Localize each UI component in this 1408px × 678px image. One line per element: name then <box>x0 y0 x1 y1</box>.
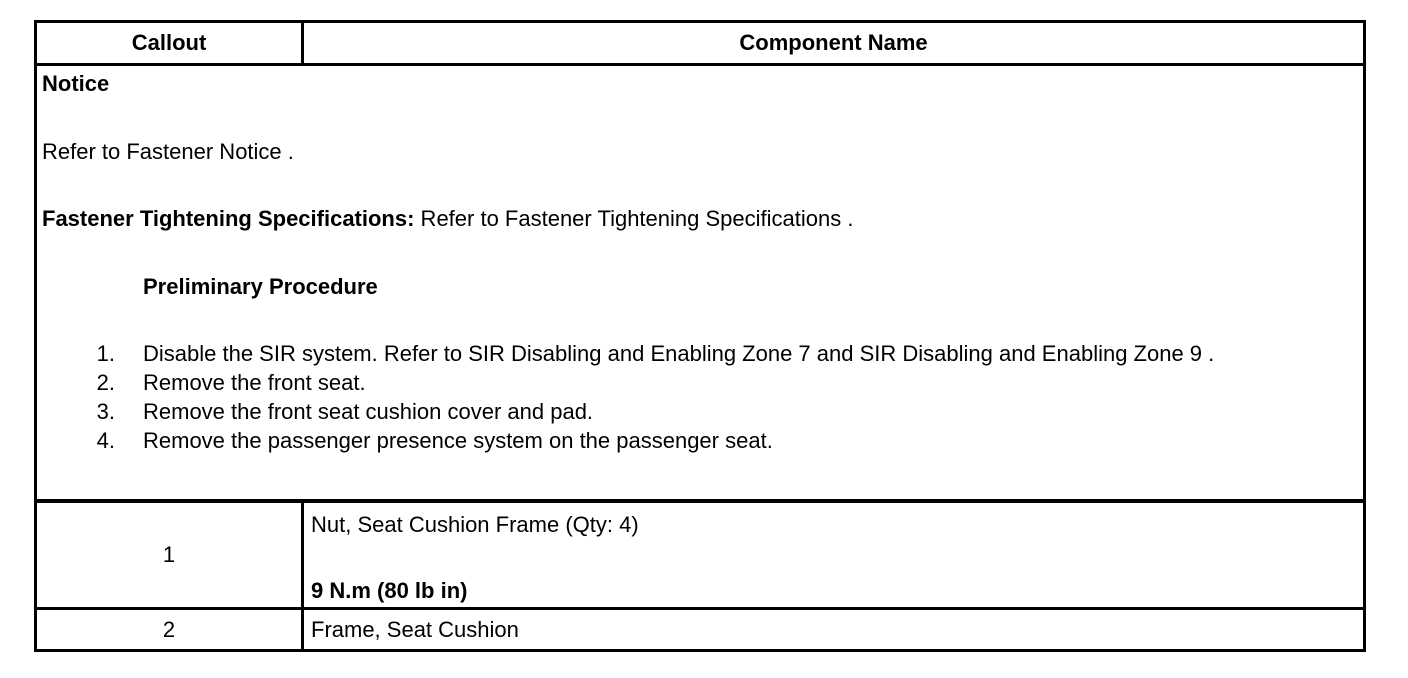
notice-title: Notice <box>42 71 110 96</box>
torque-spec: 9 N.m (80 lb in) <box>311 578 468 603</box>
fastener-spec-label: Fastener Tightening Specifications: <box>42 206 415 231</box>
callout-cell: 1 <box>34 500 304 610</box>
step-number: 1. <box>96 341 115 366</box>
header-callout: Callout <box>34 20 304 66</box>
table-header-row <box>34 20 1366 66</box>
header-component-name: Component Name <box>301 20 1366 66</box>
component-name: Frame, Seat Cushion <box>311 616 519 642</box>
list-item <box>37 428 1363 457</box>
component-cell <box>301 500 1366 610</box>
step-text: Remove the front seat cushion cover and pad. <box>143 399 594 424</box>
preliminary-procedure-title: Preliminary Procedure <box>143 274 378 299</box>
notice-refer-text: Refer to Fastener Notice . <box>42 139 294 164</box>
step-number: 2. <box>96 370 115 395</box>
step-text: Remove the front seat. <box>143 370 366 395</box>
callout-cell: 2 <box>34 607 304 652</box>
step-number: 4. <box>96 428 115 453</box>
component-cell <box>301 607 1366 652</box>
step-text: Disable the SIR system. Refer to SIR Disabling and Enabling Zone 7 and SIR Disabling and Enabling Zone 9 . <box>143 341 1215 366</box>
list-item <box>37 370 1363 399</box>
list-item <box>37 399 1363 428</box>
procedure-steps <box>37 341 1363 457</box>
component-table <box>34 20 1366 66</box>
notice-section <box>34 63 1366 502</box>
list-item <box>37 341 1363 370</box>
step-number: 3. <box>96 399 115 424</box>
table-row <box>34 500 1366 610</box>
component-name: Nut, Seat Cushion Frame (Qty: 4) <box>311 512 639 537</box>
fastener-spec-line <box>42 206 853 232</box>
step-text: Remove the passenger presence system on the passenger seat. <box>143 428 773 453</box>
fastener-spec-text: Refer to Fastener Tightening Specifications . <box>414 206 854 231</box>
table-row <box>34 607 1366 652</box>
